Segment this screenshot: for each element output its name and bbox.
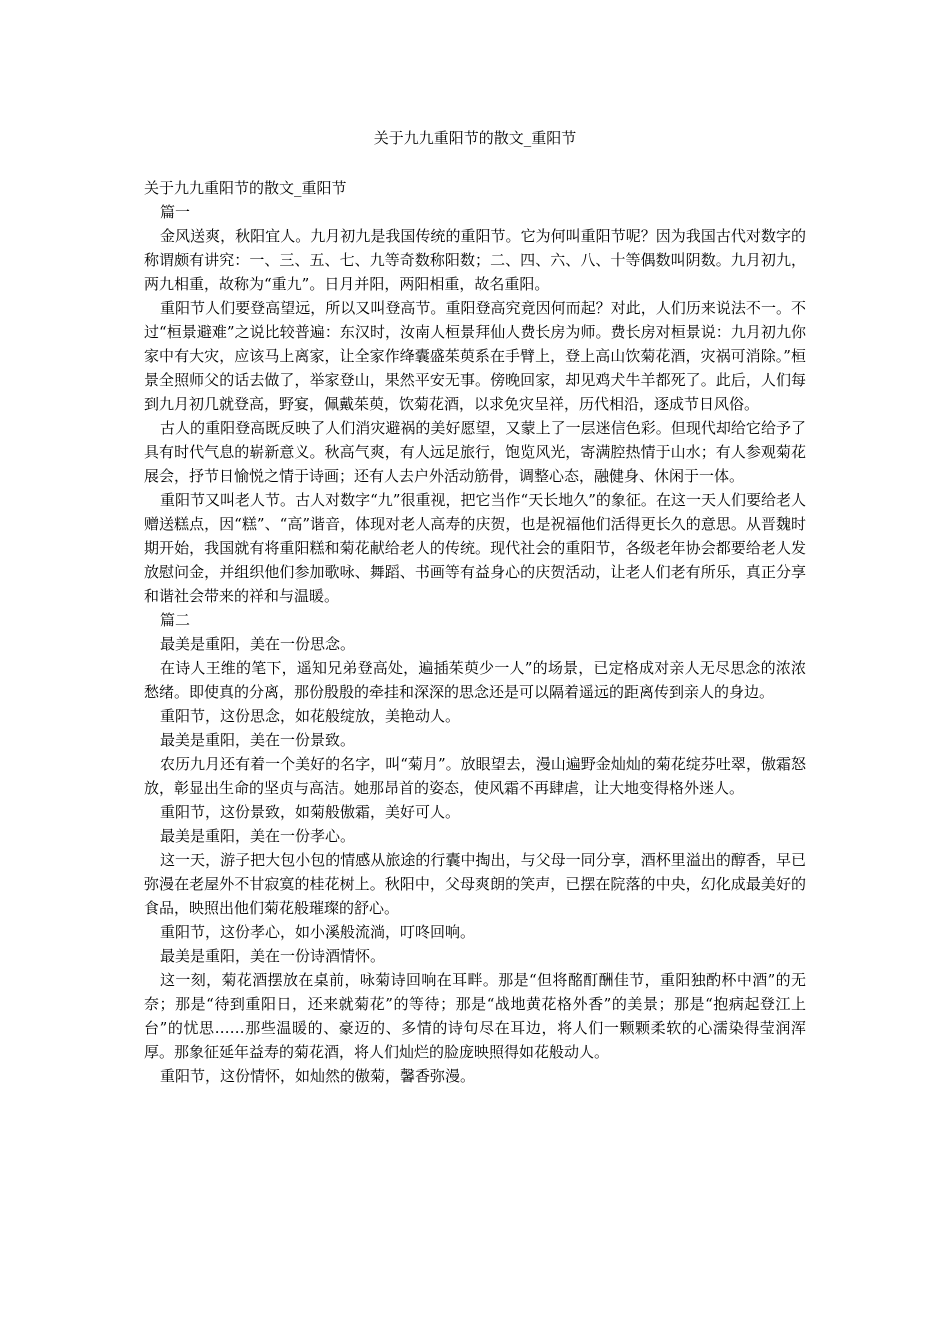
paragraph: 最美是重阳，美在一份孝心。 [160, 827, 356, 845]
paragraph: 重阳节又叫老人节。古人对数字“九”很重视，把它当作“天长地久”的象征。在这一天人们要给老人赠送糕点，因“糕”、“高”谐音，体现对老人高寿的庆贺，也是祝福他们活得更长久的意思。从晋魏时期开始，我国就有将重阳糕和菊花献给老人的传统。现代社会的重阳节，各级老年协会都要给老人发放慰问金，并组织他们参加歌咏、舞蹈、书画等有益身心的庆贺活动，让老人们老有所乐，真正分享和谐社会带来的祥和与温暖。 [144, 491, 806, 605]
section-label-part2: 篇二 [160, 611, 191, 629]
paragraph: 重阳节，这份思念，如花般绽放，美艳动人。 [160, 707, 461, 725]
page-title: 关于九九重阳节的散文_重阳节 [373, 129, 577, 147]
paragraph: 最美是重阳，美在一份诗酒情怀。 [160, 947, 386, 965]
paragraph: 这一天，游子把大包小包的情感从旅途的行囊中掏出，与父母一同分享，酒杯里溢出的醇香，早已弥漫在老屋外不甘寂寞的桂花树上。秋阳中，父母爽朗的笑声，已摆在院落的中央，幻化成最美好的食品，映照出他们菊花般璀璨的舒心。 [144, 851, 806, 917]
paragraph: 农历九月还有着一个美好的名字，叫“菊月”。放眼望去，漫山遍野金灿灿的菊花绽芬吐翠，傲霜怒放，彰显出生命的坚贞与高洁。她那昂首的姿态，使风霜不再肆虐，让大地变得格外迷人。 [144, 755, 806, 797]
paragraph: 重阳节人们要登高望远，所以又叫登高节。重阳登高究竟因何而起？对此，人们历来说法不一。不过“桓景避难”之说比较普遍：东汉时，汝南人桓景拜仙人费长房为师。费长房对桓景说：九月初九你家中有大灾，应该马上离家，让全家作绛囊盛茱萸系在手臂上，登上高山饮菊花酒，灾祸可消除。”桓景全照师父的话去做了，举家登山，果然平安无事。傍晚回家，却见鸡犬牛羊都死了。此后，人们每到九月初几就登高，野宴，佩戴茱萸，饮菊花酒，以求免灾呈祥，历代相沿，逐成节日风俗。 [144, 299, 806, 413]
paragraph: 这一刻，菊花酒摆放在桌前，咏菊诗回响在耳畔。那是“但将酩酊酬佳节，重阳独酌杯中酒”的无奈；那是“待到重阳日，还来就菊花”的等待；那是“战地黄花格外香”的美景；那是“抱病起登江上台”的忧思……那些温暖的、豪迈的、多情的诗句尽在耳边，将人们一颗颗柔软的心濡染得莹润浑厚。那象征延年益寿的菊花酒，将人们灿烂的脸庞映照得如花般动人。 [144, 971, 806, 1061]
paragraph: 古人的重阳登高既反映了人们消灾避祸的美好愿望，又蒙上了一层迷信色彩。但现代却给它给予了具有时代气息的崭新意义。秋高气爽，有人远足旅行，饱览风光，寄满腔热情于山水；有人参观菊花展会，抒节日愉悦之情于诗画；还有人去户外活动筋骨，调整心态，融健身、休闲于一体。 [144, 419, 806, 485]
paragraph: 最美是重阳，美在一份景致。 [160, 731, 356, 749]
section-label-part1: 篇一 [160, 203, 191, 221]
paragraph: 重阳节，这份景致，如菊般傲霜，美好可人。 [160, 803, 461, 821]
paragraph: 重阳节，这份孝心，如小溪般流淌，叮咚回响。 [160, 923, 476, 941]
paragraph: 重阳节，这份情怀，如灿然的傲菊，馨香弥漫。 [160, 1067, 476, 1085]
paragraph: 最美是重阳，美在一份思念。 [160, 635, 356, 653]
paragraph: 金风送爽，秋阳宜人。九月初九是我国传统的重阳节。它为何叫重阳节呢？因为我国古代对数字的称谓颇有讲究：一、三、五、七、九等奇数称阳数；二、四、六、八、十等偶数叫阴数。九月初九，两九相重，故称为“重九”。日月并阳，两阳相重，故名重阳。 [144, 227, 806, 293]
article-subtitle: 关于九九重阳节的散文_重阳节 [144, 179, 347, 197]
article-body [144, 176, 806, 1088]
paragraph: 在诗人王维的笔下，遥知兄弟登高处，遍插茱萸少一人”的场景，已定格成对亲人无尽思念的浓浓愁绪。即使真的分离，那份殷殷的牵挂和深深的思念还是可以隔着遥远的距离传到亲人的身边。 [144, 659, 806, 701]
